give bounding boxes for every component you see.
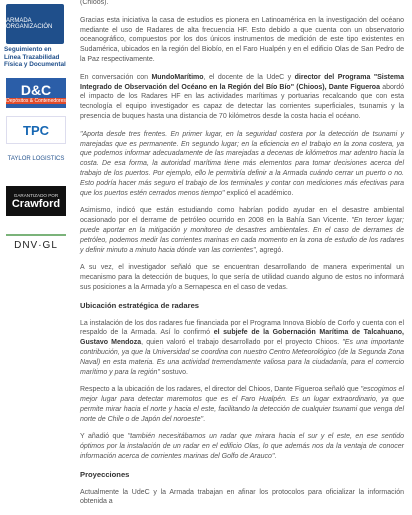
text-run: En conversación con xyxy=(80,73,152,81)
quote-run: "Es una importante contribución, ya que la Universidad se coordina con nuestro Centro Meteorológico (de la Segunda Zona Naval) en esta materia. Es una actividad tremendamente valiosa para la ciudadanía, para el comercio marítimo y para la región" xyxy=(80,339,405,376)
text-run: , quien valoró el trabajo desarrollado por el proyecto Chioos. xyxy=(141,339,343,347)
text-run: Respecto a la ubicación de los radares, el director del Chioos, Dante Figueroa señaló que xyxy=(80,386,361,394)
text-run: sostuvo. xyxy=(159,368,188,376)
ad-armada-banner[interactable] xyxy=(6,4,64,44)
quote-run: "Aporta desde tres frentes. En primer lugar, en la seguridad costera por la detección de tsunami y marejadas que es permanente. En segundo lugar; en la eficiencia en el trabajo en la zona costera, ya que podemos informar adecuadamente de las marejadas a decenas de kilómetros mar adentro hacia la costa. De esa forma, la autoridad marítima tiene más elementos para tomar decisiones acerca del trabajo de los puertos. Por ejemplo, ello le permitiría definir a la Armada cuándo cerrar un puerto o no. Esto podría hacer más seguro el trabajo de los terminales y contar con mediciones más efectivas para que los puertos estén cerrados menos tiempo" xyxy=(80,130,404,197)
article-paragraph xyxy=(80,206,404,255)
quote-run: "escogimos el mejor lugar para detectar maremotos que es el Faro Hualpén. Es un lugar extraordinario, ya que permite mirar hacia el norte y hacia el este, facilitando la detección de cualquier tsunami que venga del norte de Chile o de Japón del noroeste" xyxy=(80,386,404,423)
text-run: , el docente de la UdeC y xyxy=(203,73,295,81)
article-paragraph xyxy=(80,319,404,378)
ad-taylor-banner[interactable] xyxy=(6,150,66,168)
article-paragraph xyxy=(80,432,404,461)
text-run: explicó el académico. xyxy=(224,189,294,197)
ad-armada-caption[interactable]: Seguimiento en Línea Trazabilidad Física y Documental xyxy=(4,46,66,68)
ad-armada-logo: ARMADA ORGANIZACIÓN xyxy=(6,18,53,30)
quote-run: "En tercer lugar; puede aportar en la mitigación y monitoreo de desastres ambientales. En el caso de derrames de petróleo, podemos medir las corrientes marinas en cada momento en la zona de estudio de los radares y definir minuto a minuto hacia dónde van las corrientes" xyxy=(80,217,404,254)
bold-run: director del Programa "Sistema Integrado de Observación del Océano en la Región del Bío Bío" (Chioos), Dante Figueroa xyxy=(80,73,404,91)
quote-run: "también necesitábamos un radar que mirara hacia el sur y el este, en ese sentido óptimos por la instalación de un radar en el edificio Olas, lo que además nos da la ventaja de conocer información acerca de corrientes marinas del Golfo de Arauco" xyxy=(80,433,405,461)
ad-dnvgl-banner[interactable] xyxy=(6,234,66,254)
text-run: abordó el impacto de los Radares HF en las actividades marítimas y portuarias recalcando que con esta tecnología el equipo investigador es capaz de detectar las corrientes superficiales, tsunamis y la presencia de buques hasta una distancia de 70 kilómetros desde la costa hacia el océano. xyxy=(80,83,404,120)
bold-run: MundoMarítimo xyxy=(151,73,204,81)
ad-dyc-banner[interactable] xyxy=(6,78,66,108)
article-paragraph: (Chioos). xyxy=(80,0,109,6)
section-heading: Ubicación estratégica de radares xyxy=(80,300,200,310)
bold-run: el subjefe de la Gobernación Marítima de Talcahuano, Gustavo Mendoza xyxy=(80,329,404,347)
article-paragraph: A su vez, el investigador señaló que se encuentran desarrollando de manera experimental un mecanismo para la detección de buques, lo que sería de utilidad cuando alguno de estos no informará sus posiciones a la Armada y/o a Sernapesca en el caso de vedas. xyxy=(80,264,404,291)
text-run: Asimismo, indicó que están estudiando como habrían podido ayudar en el desastre ambiental ocasionado por el derrame de petróleo ocurrido en 2008 en la Bahía San Vicente. xyxy=(80,207,404,225)
article-paragraph: Gracias esta iniciativa la casa de estudios es pionera en Latinoamérica en la investigación del océano mediante el uso de Radares de alta frecuencia HF. Esto debido a que cuenta con un observatorio oceanográfico, compuestos por los dos únicos instrumentos de medición de este tipo existentes en Sudamérica, ubicados en la región del Biobío, en el Faro Hualpén y en el edificio Olas de San Pedro de la Paz respectivamente. xyxy=(80,16,404,63)
ad-dyc-subtitle: Depósitos & Contenedores xyxy=(6,98,66,104)
article-paragraph xyxy=(80,385,404,424)
sidebar-ads xyxy=(0,0,72,510)
article-body xyxy=(80,0,404,515)
ad-tpc-banner[interactable] xyxy=(6,116,66,144)
ad-crawford-banner[interactable] xyxy=(6,186,66,216)
text-run: , agregó. xyxy=(255,246,284,254)
article-quote-paragraph xyxy=(80,130,404,199)
article-paragraph: Actualmente la UdeC y la Armada trabajan en afinar los protocolos para oficializar la información obtenida a xyxy=(80,488,404,506)
ad-dyc-logo: D&C xyxy=(20,82,52,98)
ad-crawford-tagline: GARANTIZADO POR xyxy=(13,192,59,198)
text-run: La instalación de los dos radares fue financiada por el Programa Innova Biobío de Corfo y cuenta con el respaldo de la Armada. Así lo confirmó xyxy=(80,319,404,337)
ad-tpc-logo: TPC xyxy=(23,122,49,138)
ad-dnvgl-logo: DNV·GL xyxy=(14,239,58,251)
section-heading: Proyecciones xyxy=(80,469,130,479)
ad-taylor-logo: TAYLOR LOGISTICS xyxy=(7,156,65,162)
text-run: . xyxy=(203,415,206,423)
text-run: Y añadió que xyxy=(80,433,128,441)
ad-crawford-logo: Crawford xyxy=(11,197,61,210)
article-paragraph xyxy=(80,73,404,122)
text-run: . xyxy=(274,453,277,461)
